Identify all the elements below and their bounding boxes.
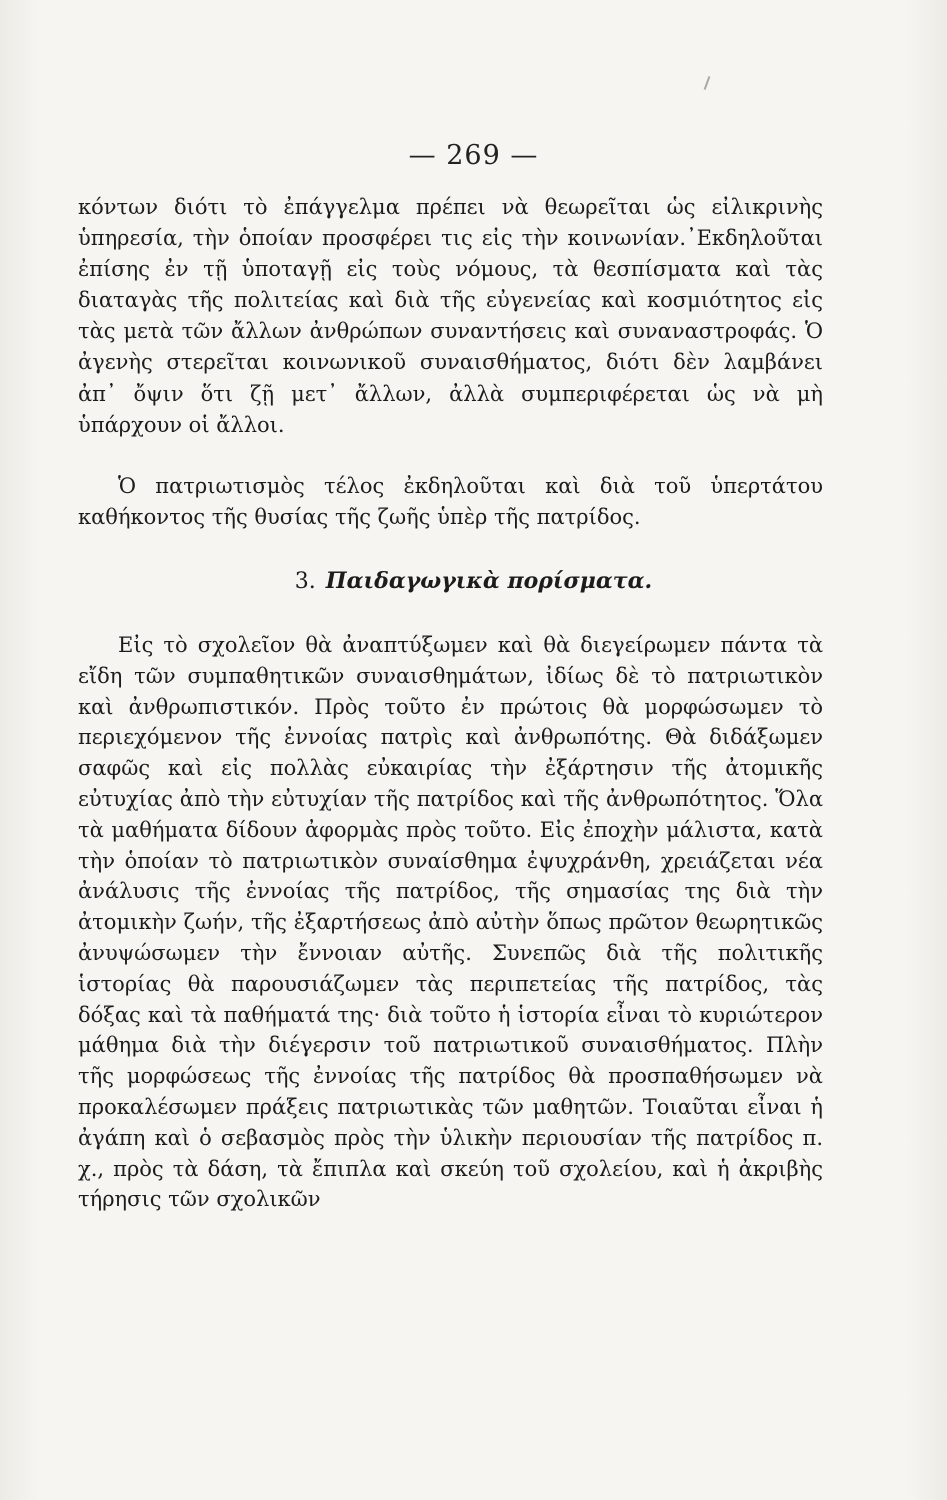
section-number: 3. <box>294 569 316 594</box>
section-heading <box>0 568 947 594</box>
text-block-pedagogical <box>78 630 823 1215</box>
text-block-continuation <box>78 192 823 441</box>
page-number: — 269 — <box>408 140 539 171</box>
paragraph-continuation: κόντων διότι τὸ ἐπάγγελμα πρέπει νὰ θεωρεῖται ὡς εἰλικρινὴς ὑπηρεσία, τὴν ὁποίαν προσφέρει τις εἰς τὴν κοινωνίαν.᾽Εκδηλοῦται ἐπίσης ἐν τῇ ὑποταγῇ εἰς τοὺς νόμους, τὰ θεσπίσματα καὶ τὰς διαταγὰς τῆς πολιτείας καὶ διὰ τῆς εὐγενείας καὶ κοσμιότητος εἰς τὰς μετὰ τῶν ἄλλων ἀνθρώπων συναντήσεις καὶ συναναστροφάς. Ὁ ἀγενὴς στερεῖται κοινωνικοῦ συναισθήματος, διότι δὲν λαμβάνει ἀπ᾽ ὄψιν ὅτι ζῇ μετ᾽ ἄλλων, ἀλλὰ συμπεριφέρεται ὡς νὰ μὴ ὑπάρχουν οἱ ἄλλοι. <box>78 195 823 437</box>
section-title: Παιδαγωγικὰ πορίσματα. <box>325 568 653 594</box>
paragraph-patriotism: Ὁ πατριωτισμὸς τέλος ἐκδηλοῦται καὶ διὰ τοῦ ὑπερτάτου καθήκοντος τῆς θυσίας τῆς ζωῆς ὑπὲρ τῆς πατρίδος. <box>78 474 823 530</box>
paragraph-pedagogical: Εἰς τὸ σχολεῖον θὰ ἀναπτύξωμεν καὶ θὰ διεγείρωμεν πάντα τὰ εἴδη τῶν συμπαθητικῶν συναισθημάτων, ἰδίως δὲ τὸ πατριωτικὸν καὶ ἀνθρωπιστικόν. Πρὸς τοῦτο ἐν πρώτοις θὰ μορφώσωμεν τὸ περιεχόμενον τῆς ἐννοίας πατρὶς καὶ ἀνθρωπότης. Θὰ διδάξωμεν σαφῶς καὶ εἰς πολλὰς εὐκαιρίας τὴν ἐξάρτησιν τῆς ἀτομικῆς εὐτυχίας ἀπὸ τὴν εὐτυχίαν τῆς πατρίδος καὶ τῆς ἀνθρωπότητος. Ὅλα τὰ μαθήματα δίδουν ἀφορμὰς πρὸς τοῦτο. Εἰς ἐποχὴν μάλιστα, κατὰ τὴν ὁποίαν τὸ πατριωτικὸν συναίσθημα ἐψυχράνθη, χρειάζεται νέα ἀνάλυσις τῆς ἐννοίας τῆς πατρίδος, τῆς σημασίας της διὰ τὴν ἀτομικὴν ζωήν, τῆς ἐξαρτήσεως ἀπὸ αὐτὴν ὅπως πρῶτον θεωρητικῶς ἀνυψώσωμεν τὴν ἔννοιαν αὐτῆς. Συνεπῶς διὰ τῆς πολιτικῆς ἱστορίας θὰ παρουσιάζωμεν τὰς περιπετείας τῆς πατρίδος, τὰς δόξας καὶ τὰ παθήματά της· διὰ τοῦτο ἡ ἱστορία εἶναι τὸ κυριώτερον μάθημα διὰ τὴν διέγερσιν τοῦ πατριωτικοῦ συναισθήματος. Πλὴν τῆς μορφώσεως τῆς ἐννοίας τῆς πατρίδος θὰ προσπαθήσωμεν νὰ προκαλέσωμεν πράξεις πατριωτικὰς τῶν μαθητῶν. Τοιαῦται εἶναι ἡ ἀγάπη καὶ ὁ σεβασμὸς πρὸς τὴν ὑλικὴν περιουσίαν τῆς πατρίδος π. χ., πρὸς τὰ δάση, τὰ ἔπιπλα καὶ σκεύη τοῦ σχολείου, καὶ ἡ ἀκριβὴς τήρησις τῶν σχολικῶν <box>78 633 823 1212</box>
print-speck <box>704 76 711 90</box>
text-block-patriotism <box>78 471 823 533</box>
